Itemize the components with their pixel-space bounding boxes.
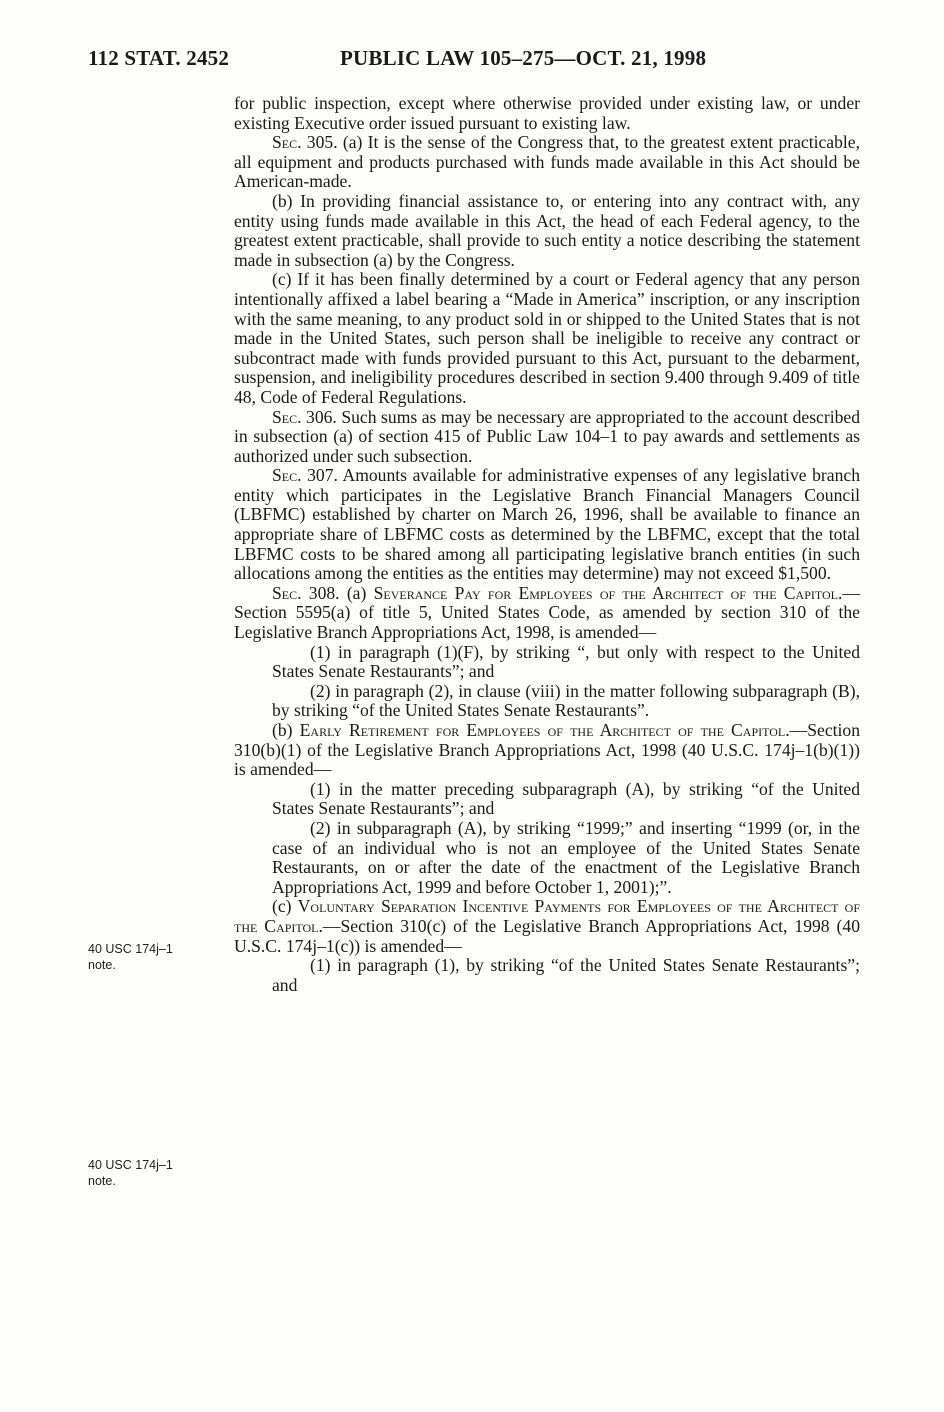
- sec-305-a: [234, 133, 860, 192]
- sec-308-b-heading: Early Retirement for Employees of the Architect of the Capitol: [299, 720, 786, 740]
- sec-label: Sec: [272, 132, 298, 153]
- sec-305-b: (b) In providing financial assistance to, or entering into any contract with, any entity using funds made available in this Act, the head of each Federal agency, to the greatest extent practicable, shall provide to such entity a notice describing the statement made in subsection (a) by the Congress.: [234, 190, 860, 270]
- sec-305-c: (c) If it has been finally determined by a court or Federal agency that any person intentionally affixed a label bearing a “Made in America” inscription, or any inscription with the same meaning, to any product sold in or shipped to the United States that is not made in the United States, such person shall be ineligible to receive any contract or subcontract made with funds provided pursuant to this Act, pursuant to the debarment, suspension, and ineligibility procedures described in section 9.400 through 9.409 of title 48, Code of Federal Regulations.: [234, 269, 860, 407]
- sec-308-a-1: (1) in paragraph (1)(F), by striking “, but only with respect to the United States Senate Restaurants”; and: [272, 641, 860, 682]
- sec-308-c-heading: Voluntary Separation Incentive Payments for Employees of the Architect of the Capitol: [234, 896, 860, 936]
- sec-306-text: . 306. Such sums as may be necessary are appropriated to the account described in subsection (a) of section 415 of Public Law 104–1 to pay awards and settlements as authorized under such subsection.: [234, 406, 860, 466]
- margin-note-2: [88, 1157, 218, 1189]
- sec-308-b-1: (1) in the matter preceding subparagraph (A), by striking “of the United States Senate Restaurants”; and: [272, 778, 860, 819]
- margin-note-citation: 40 USC 174j–1: [88, 1158, 173, 1172]
- continued-paragraph: for public inspection, except where otherwise provided under existing law, or under existing Executive order issued pursuant to existing law.: [234, 93, 860, 133]
- body-text: [234, 94, 860, 995]
- running-head: [88, 46, 868, 76]
- sec-308-a-2: (2) in paragraph (2), in clause (viii) in the matter following subparagraph (B), by striking “of the United States Senate Restaurants”.: [272, 680, 860, 721]
- sec-308-c-prefix: (c): [272, 896, 298, 917]
- sec-307: [234, 466, 860, 584]
- sec-label: Sec: [272, 582, 298, 603]
- sec-308-b: [234, 721, 860, 780]
- sec-308-c-text: .—Section 310(c) of the Legislative Branch Appropriations Act, 1998 (40 U.S.C. 174j–1(c)) is amended—: [234, 915, 861, 956]
- sec-308-a-prefix: . 308. (a): [297, 582, 374, 603]
- sec-label: Sec: [272, 406, 298, 427]
- sec-307-text: . 307. Amounts available for administrative expenses of any legislative branch entity which participates in the Legislative Branch Financial Managers Council (LBFMC) established by charter on March 26, 1996, shall be available to finance an appropriate share of LBFMC costs as determined by the LBFMC, except that the total LBFMC costs to be shared among all participating legislative branch entities (in such allocations among the entities as the entities may determine) may not exceed $1,500.: [234, 465, 860, 584]
- sec-305-a-text: . 305. (a) It is the sense of the Congress that, to the greatest extent practicable, all equipment and products purchased with funds made available in this Act should be American-made.: [234, 132, 860, 192]
- margin-note-label: note.: [88, 1174, 116, 1188]
- stat-page-number: 112 STAT. 2452: [88, 46, 230, 70]
- margin-note-label: note.: [88, 958, 116, 972]
- sec-308-a-heading: Severance Pay for Employees of the Architect of the Capitol: [373, 582, 838, 603]
- sec-308-c-1: (1) in paragraph (1), by striking “of the United States Senate Restaurants”; and: [272, 955, 860, 995]
- sec-label: Sec: [272, 465, 298, 486]
- sec-308-a-text: .—Section 5595(a) of title 5, United States Code, as amended by section 310 of the Legislative Branch Appropriations Act, 1998, is amended—: [234, 582, 860, 643]
- margin-note-citation: 40 USC 174j–1: [88, 942, 173, 956]
- law-title: PUBLIC LAW 105–275—OCT. 21, 1998: [340, 46, 707, 70]
- sec-308-b-text: .—Section 310(b)(1) of the Legislative Branch Appropriations Act, 1998 (40 U.S.C. 174j–1(b)(1)) is amended—: [234, 720, 860, 780]
- sec-308-b-2: (2) in subparagraph (A), by striking “1999;” and inserting “1999 (or, in the case of an individual who is not an employee of the United States Senate Restaurants, on or after the date of the enactment of the Legislative Branch Appropriations Act, 1999 and before October 1, 2001);”.: [272, 817, 860, 897]
- sec-306: [234, 408, 860, 467]
- sec-308-a: [234, 584, 860, 643]
- sec-308-c: [234, 897, 860, 956]
- margin-note-1: [88, 941, 218, 973]
- sec-308-b-prefix: (b): [272, 720, 300, 740]
